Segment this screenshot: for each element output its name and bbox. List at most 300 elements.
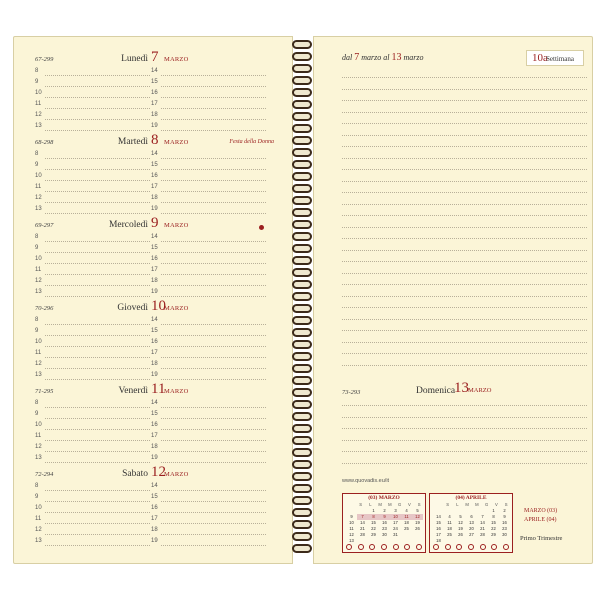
day-code: 69-297: [35, 222, 54, 229]
writing-line: [342, 204, 587, 205]
weekday-header: G: [484, 502, 489, 507]
calendar-day[interactable]: 1: [372, 508, 375, 513]
hour-label: 10: [35, 90, 42, 96]
writing-line: [161, 545, 266, 546]
calendar-day[interactable]: 22: [371, 526, 376, 531]
hour-slot[interactable]: [35, 288, 150, 298]
hour-slot[interactable]: [151, 327, 266, 337]
website-link[interactable]: www.quovadis.eu/it: [342, 478, 390, 484]
spiral-ring: [292, 244, 312, 253]
writing-line: [342, 330, 587, 331]
calendar-day[interactable]: 3: [394, 508, 397, 513]
writing-line: [45, 75, 150, 76]
spiral-ring: [292, 400, 312, 409]
hour-label: 10: [35, 422, 42, 428]
hour-slot[interactable]: [151, 316, 266, 326]
weekday-header: S: [359, 502, 363, 507]
calendar-day[interactable]: 27: [469, 532, 474, 537]
hour-slot[interactable]: [35, 316, 150, 326]
hour-slot[interactable]: [151, 482, 266, 492]
weekday-header: M: [388, 502, 392, 507]
moon-icon: [416, 544, 422, 550]
left-page: [13, 36, 293, 564]
hour-slot[interactable]: [35, 537, 150, 547]
spiral-ring: [292, 388, 312, 397]
spiral-ring: [292, 316, 312, 325]
weekday-header: S: [417, 502, 421, 507]
hour-slot[interactable]: [35, 360, 150, 370]
hour-label: 14: [151, 68, 158, 74]
writing-line: [342, 192, 587, 193]
moon-icon: [445, 544, 451, 550]
calendar-day[interactable]: 6: [470, 514, 473, 519]
calendar-day[interactable]: 11: [401, 514, 412, 520]
writing-line: [342, 405, 587, 406]
day-month: MARZO: [164, 388, 189, 395]
calendar-day[interactable]: 19: [458, 526, 463, 531]
calendar-day[interactable]: 7: [481, 514, 484, 519]
calendar-day[interactable]: 8: [492, 514, 495, 519]
hour-slot[interactable]: [151, 432, 266, 442]
hour-label: 9: [35, 328, 39, 334]
writing-line: [342, 169, 587, 170]
calendar-day[interactable]: 12: [349, 532, 354, 537]
calendar-day[interactable]: 16: [502, 520, 507, 525]
writing-line: [342, 158, 587, 159]
calendar-day[interactable]: 8: [368, 514, 379, 520]
writing-line: [161, 534, 266, 535]
hour-slot[interactable]: [151, 233, 266, 243]
range-end-num: 13: [391, 52, 402, 63]
calendar-day[interactable]: 10: [349, 520, 354, 525]
hour-slot[interactable]: [35, 150, 150, 160]
writing-line: [45, 274, 150, 275]
calendar-day[interactable]: 24: [393, 526, 398, 531]
writing-line: [342, 353, 587, 354]
hour-label: 11: [35, 101, 42, 107]
writing-line: [45, 346, 150, 347]
writing-line: [45, 213, 150, 214]
calendar-day[interactable]: 29: [491, 532, 496, 537]
moon-icon: [456, 544, 462, 550]
day-number: 12: [151, 464, 166, 480]
hour-label: 14: [151, 151, 158, 157]
calendar-day[interactable]: 17: [393, 520, 398, 525]
range-mid: al: [383, 53, 390, 62]
hour-slot[interactable]: [151, 244, 266, 254]
writing-line: [342, 307, 587, 308]
spiral-ring: [292, 508, 312, 517]
hour-label: 10: [35, 339, 42, 345]
day-code: 72-294: [35, 471, 54, 478]
writing-line: [161, 202, 266, 203]
weekday-header: S: [504, 502, 508, 507]
day-number: 8: [151, 132, 159, 148]
hour-slot[interactable]: [35, 172, 150, 182]
calendar-day[interactable]: 9: [350, 514, 353, 519]
writing-line: [45, 534, 150, 535]
hour-slot[interactable]: [35, 349, 150, 359]
calendar-day[interactable]: 10: [390, 514, 401, 520]
hour-slot[interactable]: [35, 244, 150, 254]
moon-icon: [491, 544, 497, 550]
writing-line: [342, 77, 587, 78]
writing-line: [45, 108, 150, 109]
writing-line: [45, 180, 150, 181]
hour-slot[interactable]: [151, 67, 266, 77]
weekday-header: G: [397, 502, 402, 507]
hour-slot[interactable]: [35, 482, 150, 492]
calendar-day[interactable]: 13: [469, 520, 474, 525]
spiral-ring: [292, 148, 312, 157]
hour-slot[interactable]: [151, 371, 266, 381]
calendar-day[interactable]: 12: [458, 520, 463, 525]
moon-icon: [433, 544, 439, 550]
calendar-day[interactable]: 5: [459, 514, 462, 519]
spiral-ring: [292, 196, 312, 205]
day-name: Giovedì: [117, 303, 148, 313]
hour-label: 15: [151, 328, 158, 334]
hour-slot[interactable]: [35, 338, 150, 348]
calendar-day[interactable]: 18: [447, 526, 452, 531]
hour-label: 15: [151, 411, 158, 417]
hour-slot[interactable]: [151, 183, 266, 193]
range-end-month: marzo: [403, 53, 424, 62]
hour-slot[interactable]: [35, 526, 150, 536]
hour-slot[interactable]: [35, 327, 150, 337]
weekday-header: S: [446, 502, 450, 507]
calendar-day[interactable]: 15: [371, 520, 376, 525]
day-number: 11: [151, 381, 166, 397]
calendar-day[interactable]: 18: [404, 520, 409, 525]
hour-label: 9: [35, 245, 39, 251]
calendar-day[interactable]: 17: [436, 532, 441, 537]
calendar-day[interactable]: 30: [382, 532, 387, 537]
hour-slot[interactable]: [151, 205, 266, 215]
hour-label: 13: [35, 289, 42, 295]
day-header: [14, 466, 294, 482]
writing-line: [45, 191, 150, 192]
hour-slot[interactable]: [35, 443, 150, 453]
week-badge: [526, 50, 584, 66]
hour-label: 8: [35, 68, 39, 74]
calendar-day[interactable]: 5: [416, 508, 419, 513]
hour-label: 17: [151, 433, 158, 439]
day-block: [14, 300, 294, 383]
hour-slot[interactable]: [151, 515, 266, 525]
hour-slot[interactable]: [151, 399, 266, 409]
writing-line: [161, 462, 266, 463]
hour-slot[interactable]: [151, 360, 266, 370]
calendar-day[interactable]: 18: [436, 538, 441, 543]
moon-icon: [393, 544, 399, 550]
hour-slot[interactable]: [151, 537, 266, 547]
hour-slot[interactable]: [151, 277, 266, 287]
hour-slot[interactable]: [35, 161, 150, 171]
day-name: Sabato: [122, 469, 148, 479]
hour-label: 16: [151, 173, 158, 179]
writing-line: [161, 75, 266, 76]
hour-slot[interactable]: [35, 454, 150, 464]
calendar-day[interactable]: 9: [379, 514, 390, 520]
calendar-day[interactable]: 2: [503, 508, 506, 513]
hour-slot[interactable]: [151, 338, 266, 348]
calendar-day[interactable]: 7: [357, 514, 368, 520]
moon-icon: [358, 544, 364, 550]
calendar-day[interactable]: 25: [404, 526, 409, 531]
hour-slot[interactable]: [35, 122, 150, 132]
hour-slot[interactable]: [35, 183, 150, 193]
weekday-header: L: [456, 502, 459, 507]
hour-slot[interactable]: [35, 493, 150, 503]
day-month: MARZO: [164, 139, 189, 146]
hour-label: 16: [151, 505, 158, 511]
calendar-day[interactable]: 29: [371, 532, 376, 537]
hour-label: 12: [35, 444, 42, 450]
weekday-header: L: [369, 502, 372, 507]
writing-line: [45, 202, 150, 203]
hour-label: 18: [151, 444, 158, 450]
hour-slot[interactable]: [151, 194, 266, 204]
hour-label: 18: [151, 195, 158, 201]
calendar-day[interactable]: 26: [415, 526, 420, 531]
hour-label: 13: [35, 123, 42, 129]
hour-slot[interactable]: [35, 410, 150, 420]
hour-label: 11: [35, 433, 42, 439]
writing-line: [45, 440, 150, 441]
moon-icon: [468, 544, 474, 550]
calendar-day[interactable]: 13: [349, 538, 354, 543]
writing-line: [161, 241, 266, 242]
hour-label: 12: [35, 278, 42, 284]
hour-label: 12: [35, 361, 42, 367]
writing-line: [161, 429, 266, 430]
calendar-day[interactable]: 31: [393, 532, 398, 537]
trimestre-label: Primo Trimestre: [520, 535, 563, 542]
hour-slot[interactable]: [151, 150, 266, 160]
hour-slot[interactable]: [151, 122, 266, 132]
writing-line: [342, 112, 587, 113]
hour-slot[interactable]: [151, 493, 266, 503]
moon-icon: [404, 544, 410, 550]
hour-slot[interactable]: [35, 100, 150, 110]
hour-slot[interactable]: [151, 172, 266, 182]
hour-slot[interactable]: [151, 504, 266, 514]
hour-label: 15: [151, 494, 158, 500]
calendar-day[interactable]: 14: [480, 520, 485, 525]
writing-line: [161, 169, 266, 170]
sunday-month: MARZO: [468, 387, 492, 394]
hour-slot[interactable]: [151, 89, 266, 99]
calendar-day[interactable]: 4: [405, 508, 408, 513]
writing-line: [342, 250, 587, 251]
calendar-day[interactable]: 28: [480, 532, 485, 537]
hour-slot[interactable]: [35, 67, 150, 77]
calendar-day[interactable]: 15: [491, 520, 496, 525]
calendar-day[interactable]: 22: [491, 526, 496, 531]
spiral-ring: [292, 304, 312, 313]
spiral-ring: [292, 412, 312, 421]
hour-slot[interactable]: [151, 526, 266, 536]
calendar-day[interactable]: 30: [502, 532, 507, 537]
hour-slot[interactable]: [35, 255, 150, 265]
hour-label: 11: [35, 267, 42, 273]
side-months: [524, 507, 557, 525]
calendar-day[interactable]: 2: [383, 508, 386, 513]
spiral-ring: [292, 88, 312, 97]
calendar-day[interactable]: 14: [360, 520, 365, 525]
day-block: [14, 134, 294, 217]
spiral-ring: [292, 208, 312, 217]
spiral-ring: [292, 64, 312, 73]
writing-line: [45, 335, 150, 336]
writing-line: [161, 86, 266, 87]
hour-slot[interactable]: [35, 432, 150, 442]
hour-slot[interactable]: [151, 421, 266, 431]
calendar-day[interactable]: 4: [448, 514, 451, 519]
weekday-header: M: [465, 502, 469, 507]
hour-slot[interactable]: [35, 194, 150, 204]
hour-label: 14: [151, 234, 158, 240]
hour-slot[interactable]: [35, 89, 150, 99]
hour-slot[interactable]: [151, 255, 266, 265]
writing-line: [45, 429, 150, 430]
hour-slot[interactable]: [35, 78, 150, 88]
day-block: [14, 217, 294, 300]
hour-slot[interactable]: [35, 111, 150, 121]
writing-line: [342, 146, 587, 147]
hour-label: 12: [35, 112, 42, 118]
calendar-day[interactable]: 12: [412, 514, 423, 520]
hour-label: 19: [151, 206, 158, 212]
writing-line: [45, 368, 150, 369]
mini-calendar-grid: [346, 502, 424, 544]
spiral-ring: [292, 124, 312, 133]
writing-line: [342, 135, 587, 136]
spiral-ring: [292, 376, 312, 385]
moon-icon: [503, 544, 509, 550]
calendar-day[interactable]: 25: [447, 532, 452, 537]
hour-slot[interactable]: [151, 266, 266, 276]
calendar-day[interactable]: 14: [436, 514, 441, 519]
hour-slot[interactable]: [35, 277, 150, 287]
moon-icon: [381, 544, 387, 550]
range-start-num: 7: [354, 52, 360, 63]
writing-line: [45, 263, 150, 264]
day-name: Mercoledì: [108, 220, 148, 230]
calendar-day[interactable]: 1: [492, 508, 495, 513]
calendar-day[interactable]: 16: [382, 520, 387, 525]
hour-label: 17: [151, 267, 158, 273]
spiral-ring: [292, 40, 312, 49]
day-block: [14, 383, 294, 466]
hour-label: 10: [35, 173, 42, 179]
hour-slot[interactable]: [35, 399, 150, 409]
writing-line: [161, 346, 266, 347]
calendar-day[interactable]: 15: [436, 520, 441, 525]
hour-label: 16: [151, 256, 158, 262]
hour-slot[interactable]: [35, 421, 150, 431]
writing-line: [342, 319, 587, 320]
calendar-day[interactable]: 9: [503, 514, 506, 519]
spiral-ring: [292, 436, 312, 445]
day-number: 10: [151, 298, 166, 314]
hour-label: 19: [151, 289, 158, 295]
hour-slot[interactable]: [151, 288, 266, 298]
day-header: [14, 383, 294, 399]
calendar-day[interactable]: 19: [415, 520, 420, 525]
day-month: MARZO: [164, 56, 189, 63]
hour-label: 16: [151, 422, 158, 428]
hour-label: 14: [151, 483, 158, 489]
hour-slot[interactable]: [151, 111, 266, 121]
hour-label: 17: [151, 516, 158, 522]
hour-slot[interactable]: [151, 349, 266, 359]
spiral-ring: [292, 232, 312, 241]
writing-line: [45, 252, 150, 253]
calendar-day[interactable]: 16: [436, 526, 441, 531]
day-code: 68-298: [35, 139, 54, 146]
writing-line: [342, 440, 587, 441]
calendar-day[interactable]: 23: [502, 526, 507, 531]
calendar-day[interactable]: 11: [447, 520, 452, 525]
hour-label: 9: [35, 162, 39, 168]
hour-label: 10: [35, 505, 42, 511]
writing-line: [161, 191, 266, 192]
writing-line: [161, 213, 266, 214]
calendar-day[interactable]: 26: [458, 532, 463, 537]
hour-slot[interactable]: [35, 504, 150, 514]
calendar-day[interactable]: 23: [382, 526, 387, 531]
hour-slot[interactable]: [151, 443, 266, 453]
hour-slot[interactable]: [35, 266, 150, 276]
spiral-ring: [292, 184, 312, 193]
day-header: [14, 134, 294, 150]
spiral-ring: [292, 496, 312, 505]
writing-line: [161, 407, 266, 408]
hour-slot[interactable]: [35, 371, 150, 381]
hour-slot[interactable]: [35, 515, 150, 525]
hour-slot[interactable]: [151, 161, 266, 171]
hour-slot[interactable]: [151, 78, 266, 88]
calendar-day[interactable]: 21: [480, 526, 485, 531]
calendar-day[interactable]: 21: [360, 526, 365, 531]
mini-calendar-april: [429, 493, 513, 553]
calendar-day[interactable]: 20: [469, 526, 474, 531]
hour-slot[interactable]: [35, 205, 150, 215]
calendar-day[interactable]: 11: [349, 526, 354, 531]
writing-line: [45, 490, 150, 491]
hour-slot[interactable]: [151, 410, 266, 420]
writing-line: [342, 284, 587, 285]
hour-slot[interactable]: [151, 454, 266, 464]
day-code: 67-299: [35, 56, 54, 63]
writing-line: [342, 342, 587, 343]
spiral-ring: [292, 340, 312, 349]
hour-slot[interactable]: [35, 233, 150, 243]
hour-label: 15: [151, 79, 158, 85]
day-month: MARZO: [164, 471, 189, 478]
hour-slot[interactable]: [151, 100, 266, 110]
weekday-header: M: [378, 502, 382, 507]
writing-line: [161, 296, 266, 297]
hour-label: 11: [35, 350, 42, 356]
hour-label: 10: [35, 256, 42, 262]
moon-phases: [433, 544, 509, 550]
day-name: Martedì: [117, 137, 148, 147]
hour-label: 18: [151, 278, 158, 284]
calendar-day[interactable]: 28: [360, 532, 365, 537]
